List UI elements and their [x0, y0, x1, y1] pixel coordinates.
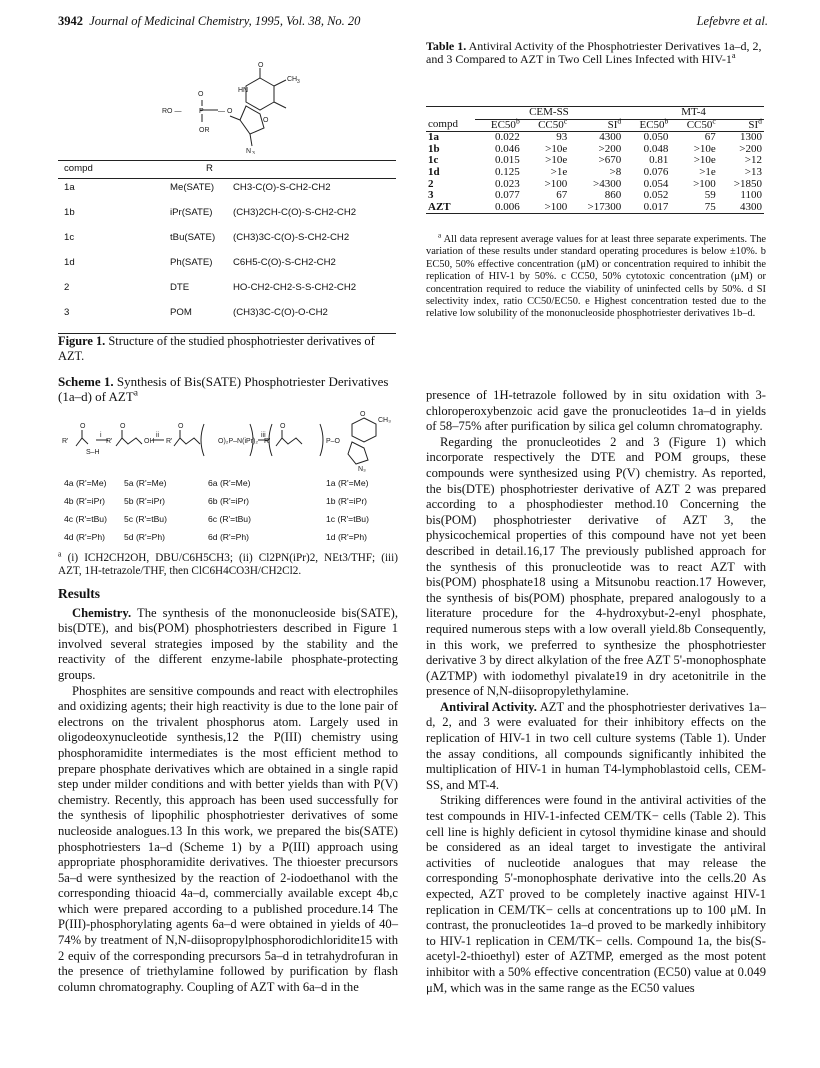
figure1-caption: [58, 334, 398, 363]
fig1-r: (CH3)2CH-C(O)-S-CH2-CH2: [233, 207, 357, 218]
table1-label: Table 1.: [426, 39, 467, 53]
fig1-row: [58, 307, 396, 329]
right-paragraph-4: Striking differences were found in the antiviral activities of the test compounds in HIV-1-infected CEM/TK− cells (Table 2). This cell line is highly deficient in cytosol thymidine kinase and should be considered as an ideal target to investigate the antiviral activities of nucleotide analogues that may release the corresponding 5'-monophosphate derivative into the cells.20 As expected, AZT proved to be completely inactive against HIV-1 replication in CEM/TK− cells at concentrations up to 100 μM. In contrast, the pronucleotides 1a–d proved to be markedly inhibitory to HIV-1 replication in CEM/TK− cells. Compound 1a, the bis(S-acetyl-2-thioethyl) ester of AZTMP, emerged as the most potent inhibitor with a 50% effective concentration (EC50) value at 0.049 μM, which was in the same range as the EC50 values: [426, 793, 766, 995]
svg-text:O: O: [80, 423, 86, 430]
svg-text:OH: OH: [144, 438, 155, 445]
fig1-row: [58, 207, 396, 229]
table1-compd-cell: 1c: [428, 154, 439, 167]
fig1-r: CH3-C(O)-S-CH2-CH2: [233, 182, 331, 193]
svg-text:O: O: [360, 411, 366, 418]
fig1-compd: 1d: [64, 257, 75, 268]
fig1-r: (CH3)3C-C(O)-O-CH2: [233, 307, 328, 318]
table1-value-cell: >13: [744, 165, 762, 178]
table1-value-cell: >4300: [593, 177, 622, 190]
fig1-group: iPr(SATE): [170, 207, 213, 218]
scheme-label: 4d (R'=Ph): [64, 532, 106, 542]
table1-compd-cell: 1a: [428, 131, 439, 144]
table1-value-cell: >10e: [693, 142, 716, 155]
right-paragraph-1: presence of 1H-tetrazole followed by in situ oxidation with 3-chloroperoxybenzoic acid gave the pronucleotides 1a–d in yields of 58–75% after purification by silica gel column chromatography.: [426, 388, 766, 434]
table1-value-cell: >1850: [733, 177, 762, 190]
scheme-label: 6b (R'=iPr): [208, 496, 250, 506]
scheme-label: 1d (R'=Ph): [326, 532, 368, 542]
table1-value-cell: 0.022: [495, 131, 520, 144]
table1-value-cell: 0.046: [495, 142, 520, 155]
scheme-label: 6d (R'=Ph): [208, 532, 250, 542]
svg-text:ii: ii: [156, 432, 160, 439]
table1-row: [426, 132, 764, 144]
table1-value-cell: >100: [544, 200, 568, 213]
table1-value-cell: 0.076: [643, 165, 669, 178]
svg-text:HN: HN: [238, 87, 249, 94]
table1-title-sup: a: [731, 51, 736, 61]
chemistry-heading: Chemistry.: [72, 605, 132, 620]
fig1-row: [58, 182, 396, 204]
fig1-compd: 2: [64, 282, 70, 293]
table1-value-cell: >100: [544, 177, 568, 190]
svg-text:CH: CH: [287, 76, 298, 83]
chemistry-paragraph-2: Phosphites are sensitive compounds and react with electrophiles and oxidizing agents; their high reactivity is due to the lone pair of electrons on the trivalent phosphorus atom. Largely used in oligodeoxynucleotide synthesis,12 the P(III) chemistry using phosphoramidite intermediates is the most efficient method to prepare phosphate derivatives which are obtained in a single rapid step under milder conditions and with better yields than with P(V) chemistry. Recently, this approach has been used successfully for the synthesis of lipophilic phosphotriester derivatives of some nucleoside analogues.13 In this work, we prepared the bis(SATE) phosphotriesters 1a–d (Scheme 1) by a P(III) approach using appropriate phosphoramidite derivatives. The thioester precursors 5a–d were synthesized by the reaction of 2-iodoethanol with the corresponding thioacid 4a–d, commercially available except 4b,c which were prepared according to a published procedure.14 The P(III)-phosphorylating agents 6a–d were obtained in yields of 40–74% by treatment of N,N-diisopropylphosphorodichloridite15 with 2 equiv of the corresponding precursors 5a–d in tetrahydrofuran in the presence of triethylamine followed by purification by flash column chromatography. Coupling of AZT with 6a–d in the: [58, 683, 398, 994]
fig1-compd: 1a: [64, 182, 75, 193]
table1-compd-cell: 1d: [428, 165, 440, 178]
table1-value-cell: 59: [704, 189, 716, 202]
table1-col-header: SI: [607, 118, 618, 131]
table1-value-cell: 0.050: [643, 131, 669, 144]
svg-text:OR: OR: [199, 127, 210, 134]
table1-value-cell: >10e: [545, 142, 568, 155]
scheme-label: 1c (R'=tBu): [326, 514, 369, 524]
fig1-group: Me(SATE): [170, 182, 215, 193]
scheme-label: 5b (R'=iPr): [124, 496, 166, 506]
table1-title-text: Antiviral Activity of the Phosphotriester Derivatives 1a–d, 2, and 3 Compared to AZT in Two Cell Lines Infected with HIV-1: [426, 39, 762, 67]
table1-col-header: CC50: [538, 118, 564, 131]
table1-value-cell: >100: [693, 177, 716, 190]
svg-text:O: O: [178, 423, 184, 430]
scheme-label: 1b (R'=iPr): [326, 496, 368, 506]
scheme1-footnote-text: (i) ICH2CH2OH, DBU/C6H5CH3; (ii) Cl2PN(iPr)2, NEt3/THF; (iii) AZT, 1H-tetrazole/THF, then ClC6H4CO3H/CH2Cl2.: [58, 552, 399, 577]
figure1-caption-text: Structure of the studied phosphotriester derivatives of AZT.: [58, 334, 375, 363]
scheme-label: 5a (R'=Me): [124, 478, 167, 488]
fig1-row: [58, 232, 396, 254]
scheme-label: 1a (R'=Me): [326, 478, 369, 488]
right-paragraph-3: AZT and the phosphotriester derivatives 1a–d, 2, and 3 were evaluated for their inhibitory effects on the replication of HIV-1 in two cell culture systems (Table 1). Under the assay conditions, all compounds significantly inhibited the multiplication of HIV-1 in human T4-lymphoblastoid cells, CEM-SS, and MT-4.: [426, 699, 766, 792]
table1-value-cell: >10e: [693, 154, 716, 167]
table1-footnote-text: All data represent average values for at least three separate experiments. The variation of these results under standard operating procedures is below ±10%. b EC50, 50% effective concentration (μM) or concentration required to inhibit the replication of HIV-1 by 50%. c CC50, 50% cytotoxic concentration (μM) or concentration required to reduce the viability of uninfected cells by 50%. d SI selectivity index, ratio CC50/EC50. e Highest concentration tested due to the relative low solubility of the mononucleoside phosphotriester derivatives 1b–d.: [426, 234, 766, 320]
table1-group-mt4: MT-4: [623, 107, 764, 120]
fig1-r: HO-CH2-CH2-S-S-CH2-CH2: [233, 282, 357, 293]
table1-col-header: CC50: [686, 118, 713, 131]
table1-value-cell: 0.015: [495, 154, 520, 167]
scheme-label: 5d (R'=Ph): [124, 532, 166, 542]
svg-text:3: 3: [297, 79, 300, 85]
svg-text:S–H: S–H: [86, 449, 100, 456]
table1-row: [426, 190, 764, 202]
table1-value-cell: 0.048: [643, 142, 669, 155]
svg-text:iii: iii: [261, 432, 266, 439]
table1: CEM-SS MT-4 compd EC50$^b$ CC50$^c$ $SI^d$ EC50$^b$ CC50$^c$ $SI^d$ 1a 0.022 93 4300 0.050 67 1300 1b 0.046 >10e >200 0.048 >10e >200 1c 0.015 >10e >670 0.81 >10e >12 1d 0.125 >1e >8 0.076 >1e >13 2 0.023 >100 >4300 0.054 >100 >1850 3 0.077 67 860 0.052 59 1100 AZT 0.006 >100 >17300 0.017 75 4300: [428, 106, 762, 213]
table1-value-cell: 93: [556, 131, 568, 144]
running-header: [58, 14, 360, 29]
svg-text:CH₃: CH₃: [378, 417, 391, 424]
scheme1-reaction-diagram: [58, 410, 398, 472]
table1-footnote: $^a$ All data represent average values for at least three separate experiments. The variation of these results under standard operating procedures is below ±10%. b EC50, 50% effective concentration (μM) or concentration required to inhibit the replication of HIV-1 by 50%. c CC50, 50% cytotoxic concentration (μM) or concentration required to reduce the viability of uninfected cells by 50%. d SI selectivity index, ratio CC50/EC50. e Highest concentration tested due to the relative low solubility of the mononucleoside phosphotriester derivatives 1b–d.: [426, 231, 766, 320]
svg-text:R': R': [62, 438, 69, 445]
results-heading: Results: [58, 586, 101, 601]
table1-value-cell: >12: [744, 154, 762, 167]
table1-value-cell: 0.052: [643, 189, 669, 202]
table1-value-cell: 4300: [599, 131, 622, 144]
table1-row: [426, 167, 764, 179]
scheme-label: 6c (R'=tBu): [208, 514, 251, 524]
svg-text:O: O: [120, 423, 126, 430]
svg-text:— O: — O: [218, 108, 233, 115]
right-column-body: [426, 388, 766, 996]
table1-value-cell: 0.054: [643, 177, 669, 190]
fig1-compd: 1b: [64, 207, 75, 218]
scheme1-footnote: $^a$ (i) ICH2CH2OH, DBU/C6H5CH3; (ii) Cl2PN(iPr)2, NEt3/THF; (iii) AZT, 1H-tetrazole/THF, then ClC6H4CO3H/CH2Cl2.: [58, 549, 399, 577]
scheme-label: 4a (R'=Me): [64, 478, 107, 488]
fig1-group: Ph(SATE): [170, 257, 213, 268]
table1-compd-cell: 2: [428, 177, 434, 190]
table1-value-cell: 1300: [740, 131, 762, 144]
svg-text:R': R': [106, 438, 113, 445]
table1-value-cell: 1100: [740, 189, 762, 202]
table1-value-cell: >1e: [550, 165, 568, 178]
scheme1-title: [58, 374, 398, 404]
table1-value-cell: 67: [556, 189, 568, 202]
scheme-label: 4b (R'=iPr): [64, 496, 106, 506]
table1-value-cell: 0.017: [643, 200, 669, 213]
svg-text:N₃: N₃: [358, 466, 366, 472]
svg-text:O: O: [258, 62, 264, 69]
fig1-r: C6H5-C(O)-S-CH2-CH2: [233, 257, 336, 268]
table1-row: [426, 202, 764, 214]
table1-value-cell: 75: [704, 200, 716, 213]
table1-col-header: SI: [748, 118, 759, 131]
fig1-group: POM: [170, 307, 192, 318]
scheme-label: 6a (R'=Me): [208, 478, 251, 488]
svg-text:P: P: [199, 108, 204, 115]
right-paragraph-2: Regarding the pronucleotides 2 and 3 (Figure 1) which incorporate respectively the DTE and POM groups, these compounds were synthesized using P(V) chemistry. As reported, the bis(DTE) phosphotriester derivative of AZT 2 was prepared according to a phosphodiester method.10 Concerning the bis(POM) phosphotriester derivative of AZT 3, the physicochemical properties of this compound have not yet been described in detail.16,17 The previously published approach for the synthesis of this pronucleotide was to react AZT with bis(POM) phosphate18 using a Mitsunobu reaction.17 However, the synthesis of bis(POM) phosphate, prepared analogously to a literature procedure for the 4-hydroxybut-2-enyl phosphate, required numerous steps with a low overall yield.8b Consequently, in this work, we preferred to synthesize the phosphotriester derivative 3 by direct alkylation of the free AZT 5'-monophosphate (AZTMP) with iodomethyl pivalate19 in dry acetonitrile in the presence of N,N-diisopropylethylamine.: [426, 434, 766, 699]
table1-value-cell: 0.006: [495, 200, 520, 213]
page-number: 3942: [58, 14, 83, 28]
table1-value-cell: >200: [739, 142, 762, 155]
table1-compd-cell: AZT: [428, 200, 451, 213]
svg-text:O: O: [263, 117, 269, 124]
fig1-compd: 3: [64, 307, 70, 318]
table1-value-cell: >10e: [545, 154, 568, 167]
scheme1-compound-labels: [58, 478, 398, 548]
scheme1-label: Scheme 1.: [58, 374, 114, 389]
author-header: Lefebvre et al.: [696, 14, 768, 28]
table1-value-cell: >8: [609, 165, 622, 178]
journal-citation: Journal of Medicinal Chemistry, 1995, Vol. 38, No. 20: [89, 14, 361, 28]
table1-title: [426, 40, 766, 67]
svg-text:O: O: [198, 91, 204, 98]
fig1-row: [58, 257, 396, 279]
table1-value-cell: 4300: [740, 200, 762, 213]
table1-value-cell: 860: [604, 189, 622, 202]
table1-compd-cell: 3: [428, 189, 434, 202]
svg-text:RO —: RO —: [162, 108, 182, 115]
fig1-compd: 1c: [64, 232, 75, 243]
svg-text:i: i: [100, 432, 102, 439]
table1-value-cell: 0.125: [495, 165, 520, 178]
fig1-r: (CH3)3C-C(O)-S-CH2-CH2: [233, 232, 350, 243]
svg-text:O: O: [280, 423, 286, 430]
table1-value-cell: 0.81: [649, 154, 669, 167]
table1-value-cell: >1e: [699, 165, 716, 178]
fig1-row: [58, 282, 396, 304]
table1-value-cell: >200: [598, 142, 622, 155]
chemistry-paragraph-1: The synthesis of the mononucleoside bis(SATE), bis(DTE), and bis(POM) phosphotriesters described in Figure 1 involved several strategies imposed by the stability and the reactivity of the different enzyme-labile phosphate-protecting groups.: [58, 605, 398, 682]
table1-value-cell: >17300: [587, 200, 622, 213]
fig1-group: tBu(SATE): [170, 232, 216, 243]
figure1-label: Figure 1.: [58, 334, 106, 348]
table1-compd-cell: 1b: [428, 142, 440, 155]
table1-col-header: EC50: [639, 118, 665, 131]
fig1-group: DTE: [170, 282, 190, 293]
scheme-label: 5c (R'=tBu): [124, 514, 167, 524]
scheme1-title-sup: a: [133, 387, 138, 398]
table1-value-cell: 67: [704, 131, 716, 144]
table1-value-cell: 0.023: [495, 177, 520, 190]
svg-text:3: 3: [252, 151, 255, 154]
svg-text:N: N: [246, 148, 252, 154]
fig1-header-compd: compd: [64, 163, 93, 174]
table1-col-header: compd: [428, 118, 458, 131]
table1-value-cell: 0.077: [495, 189, 520, 202]
svg-text:P–O: P–O: [326, 438, 341, 445]
fig1-header-r: R: [206, 163, 213, 174]
figure1-table: [58, 160, 396, 334]
azt-phosphotriester-structure: [160, 62, 360, 154]
table1-col-header: EC50: [490, 118, 516, 131]
table1-group-cemss: CEM-SS: [475, 107, 624, 120]
antiviral-heading: Antiviral Activity.: [440, 699, 537, 714]
scheme-label: 4c (R'=tBu): [64, 514, 107, 524]
table1-value-cell: >670: [598, 154, 622, 167]
svg-text:R': R': [166, 438, 173, 445]
left-column-body: [58, 586, 398, 995]
scheme1-title-text: Synthesis of Bis(SATE) Phosphotriester Derivatives (1a–d) of AZT: [58, 374, 389, 404]
svg-text:O)₂P–N(iPr)₂: O)₂P–N(iPr)₂: [218, 438, 259, 445]
svg-text:R': R': [264, 438, 271, 445]
